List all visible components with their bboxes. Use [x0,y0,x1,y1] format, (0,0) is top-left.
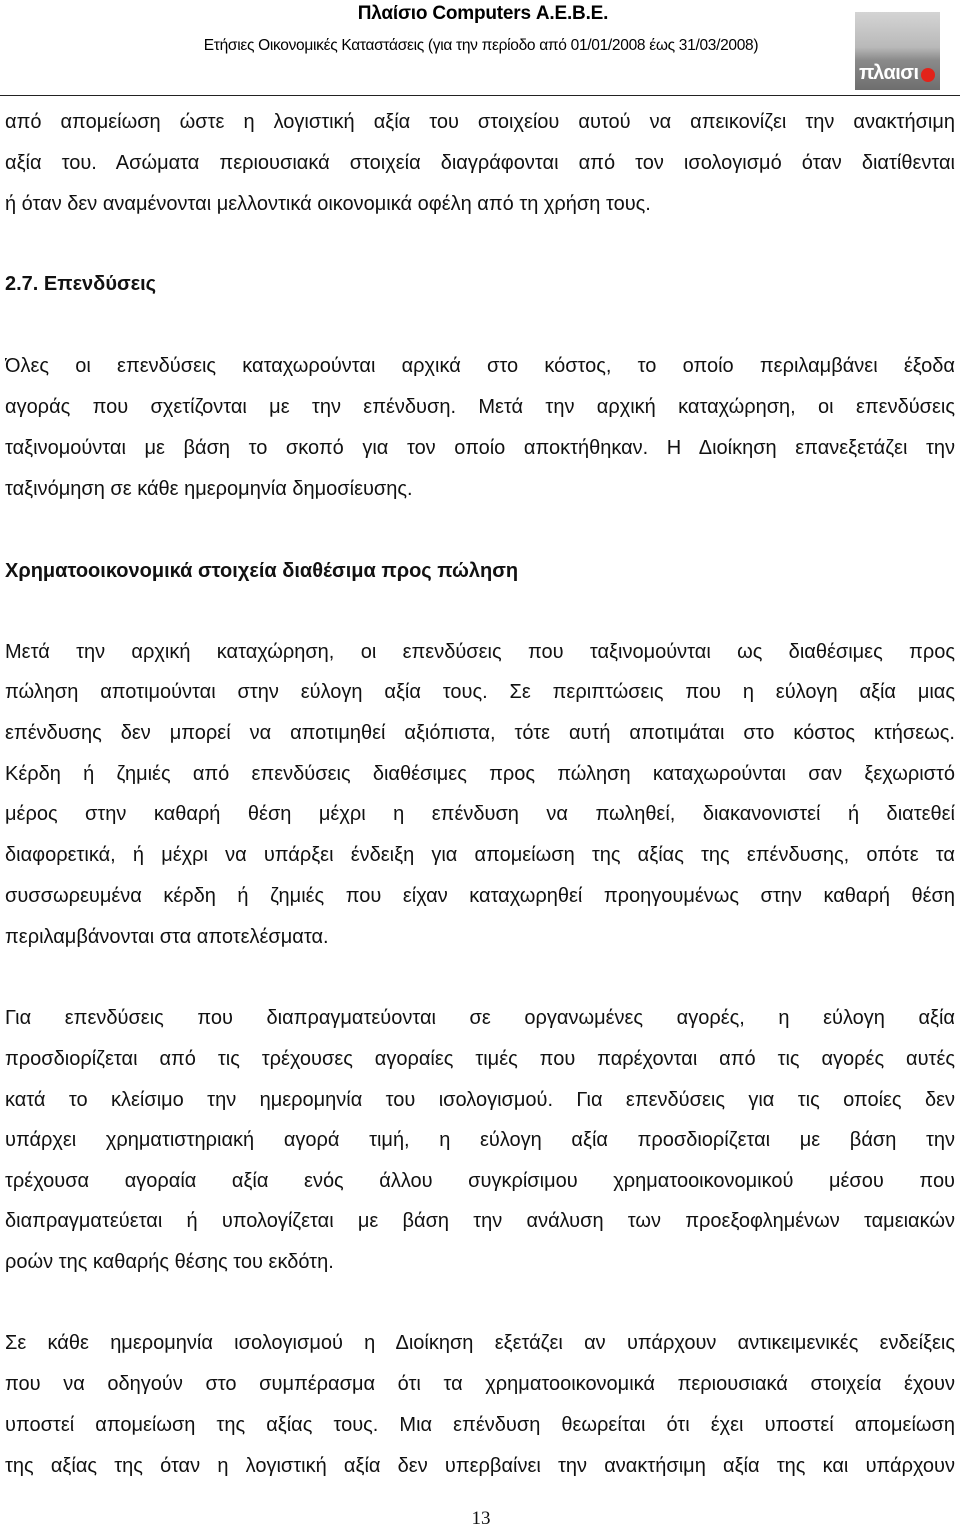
text-line: ταξινομούνται με βάση το σκοπό για τον οποίο αποκτήθηκαν. Η Διοίκηση επανεξετάζει την [5,437,955,459]
company-logo [855,12,940,90]
text-line: Όλες οι επενδύσεις καταχωρούνται αρχικά στο κόστος, το οποίο περιλαμβάνει έξοδα [5,355,955,377]
text-line: προσδιορίζεται από τις τρέχουσες αγοραίες τιμές που παρέχονται από τις αγορές αυτές [5,1048,955,1070]
company-name: Πλαίσιο Computers Α.Ε.Β.Ε. [357,3,609,24]
text-line: κατά το κλείσιμο την ημερομηνία του ισολογισμού. Για επενδύσεις για τις οποίες δεν [5,1089,955,1111]
text-line: διαφορετικά, ή μέχρι να υπάρξει ένδειξη για απομείωση της αξίας της επένδυσης, οπότε τα [5,844,955,866]
text-line: περιλαμβάνονται στα αποτελέσματα. [5,926,329,948]
text-line: υπάρχει χρηματιστηριακή αγορά τιμή, η εύλογη αξία προσδιορίζεται με βάση την [5,1129,955,1151]
text-line: που να οδηγούν στο συμπέρασμα ότι τα χρηματοοικονομικά περιουσιακά στοιχεία έχουν [5,1373,955,1395]
text-line: Για επενδύσεις που διαπραγματεύονται σε οργανωμένες αγορές, η εύλογη αξία [5,1007,955,1029]
text-line: υποστεί απομείωση της αξίας τους. Μια επένδυση θεωρείται ότι έχει υποστεί απομείωση [5,1414,955,1436]
report-subtitle: Ετήσιες Οικονομικές Καταστάσεις (για την περίοδο από 01/01/2008 έως 31/03/2008) [203,37,759,54]
text-line: ταξινόμηση σε κάθε ημερομηνία δημοσίευσης. [5,478,413,500]
text-line: μέρος στην καθαρή θέση μέχρι η επένδυση να πωληθεί, διακανονιστεί ή διατεθεί [5,803,955,825]
text-line: Σε κάθε ημερομηνία ισολογισμού η Διοίκηση εξετάζει αν υπάρχουν αντικειμενικές ενδείξεις [5,1332,955,1354]
header-divider [0,95,960,96]
text-line: συσσωρευμένα κέρδη ή ζημιές που είχαν καταχωρηθεί προηγουμένως στην καθαρή θέση [5,885,955,907]
subsection-heading: Χρηματοοικονομικά στοιχεία διαθέσιμα προς πώληση [5,560,519,582]
text-line: ροών της καθαρής θέσης του εκδότη. [5,1251,334,1273]
text-line: της αξίας της όταν η λογιστική αξία δεν υπερβαίνει την ανακτήσιμη αξία της και υπάρχουν [5,1455,955,1477]
text-line: ή όταν δεν αναμένονται μελλοντικά οικονομικά οφέλη από τη χρήση τους. [5,193,651,215]
text-line: τρέχουσα αγοραία αξία ενός άλλου συγκρίσιμου χρηματοοικονομικού μέσου που [5,1170,955,1192]
text-line: διαπραγματεύεται ή υπολογίζεται με βάση την ανάλυση των προεξοφλημένων ταμειακών [5,1210,955,1232]
logo-red-dot [921,68,935,82]
text-line: Κέρδη ή ζημιές από επενδύσεις διαθέσιμες προς πώληση καταχωρούνται σαν ξεχωριστό [5,763,955,785]
logo-text: πλαισι [859,62,919,84]
page-number: 13 [471,1508,491,1529]
text-line: πώληση αποτιμούνται στην εύλογη αξία τους. Σε περιπτώσεις που η εύλογη αξία μιας [5,681,955,703]
text-line: από απομείωση ώστε η λογιστική αξία του στοιχείου αυτού να απεικονίζει την ανακτήσιμη [5,111,955,133]
text-line: επένδυσης δεν μπορεί να αποτιμηθεί αξιόπιστα, τότε αυτή αποτιμάται στο κόστος κτήσεως. [5,722,955,744]
text-line: αξία του. Ασώματα περιουσιακά στοιχεία διαγράφονται από τον ισολογισμό όταν διατίθενται [5,152,955,174]
text-line: αγοράς που σχετίζονται με την επένδυση. Μετά την αρχική καταχώρηση, οι επενδύσεις [5,396,955,418]
text-line: Μετά την αρχική καταχώρηση, οι επενδύσεις που ταξινομούνται ως διαθέσιμες προς [5,641,955,663]
section-heading: 2.7. Επενδύσεις [5,273,157,295]
